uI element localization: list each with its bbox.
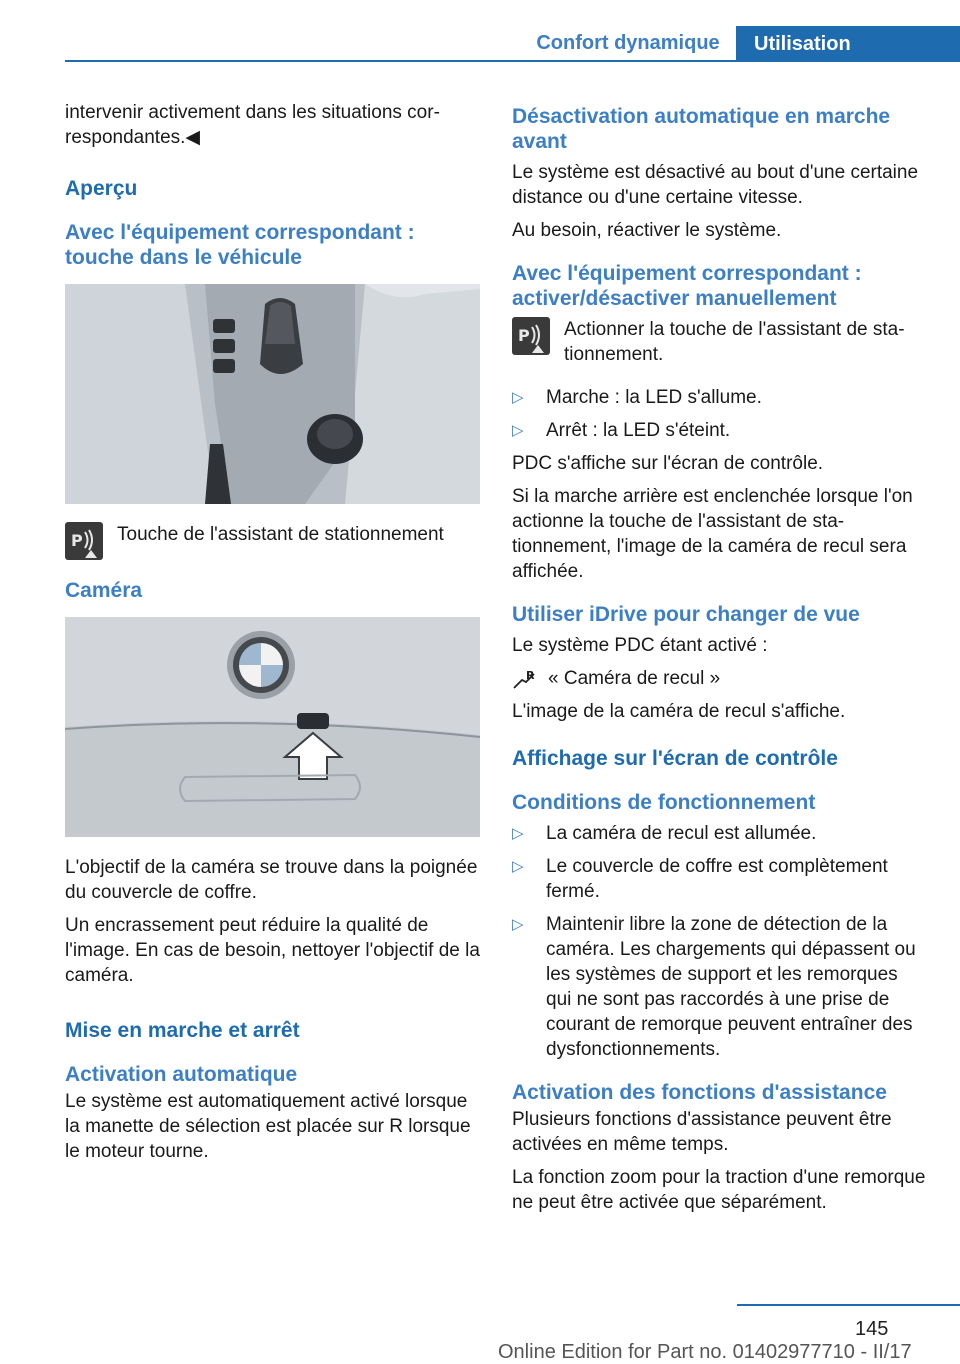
camera-photo <box>65 617 480 837</box>
right-column <box>512 100 927 1223</box>
svg-text:R: R <box>526 668 535 682</box>
heading-idrive: Utiliser iDrive pour changer de vue <box>512 603 860 626</box>
assistance-text-1: Plusieurs fonctions d'assistance peuvent être activées en même temps. <box>512 1109 892 1155</box>
triangle-bullet-icon: ▷ <box>512 389 524 406</box>
svg-text:P: P <box>71 531 83 550</box>
footer-rule <box>737 1304 960 1306</box>
triangle-bullet-icon: ▷ <box>512 916 524 933</box>
heading-camera: Caméra <box>65 579 143 602</box>
triangle-bullet-icon: ▷ <box>512 858 524 875</box>
encrassement-text: Un encrassement peut réduire la qualité de l'image. En cas de besoin, nettoyer l'objectif de la caméra. <box>65 915 480 986</box>
button-caption: Touche de l'assistant de stationnement <box>117 524 444 545</box>
page-number: 145 <box>855 1318 889 1340</box>
desactivation-text-2: Au besoin, réactiver le système. <box>512 220 782 241</box>
parking-assist-button-icon <box>512 317 550 355</box>
triangle-bullet-icon: ▷ <box>512 422 524 439</box>
heading-mise-en-marche: Mise en marche et arrêt <box>65 1019 300 1042</box>
edition-footer: Online Edition for Part no. 01402977710 - II/17 <box>498 1341 912 1363</box>
camera-option-label: « Caméra de recul » <box>548 668 721 689</box>
list-item: ▷ La caméra de recul est allumée. <box>512 823 817 844</box>
parking-assist-button-icon <box>65 522 103 560</box>
list-item: ▷ Arrêt : la LED s'éteint. <box>512 420 731 441</box>
heading-desactivation: Désactivation automatique en marche avant <box>512 105 891 153</box>
button-caption-row <box>65 522 480 560</box>
triangle-bullet-icon: ▷ <box>512 825 524 842</box>
assistance-text-2: La fonction zoom pour la traction d'une remorque ne peut être activée que séparément. <box>512 1167 926 1213</box>
list-item: ▷ Le couvercle de coffre est complètement fermé. <box>512 856 888 902</box>
heading-apercu: Aperçu <box>65 177 138 200</box>
svg-text:P: P <box>518 326 530 345</box>
rear-camera-icon <box>512 668 540 690</box>
activation-text: Le système est automatiquement activé lorsque la manette de sélection est placée sur R lorsque le moteur tourne. <box>65 1091 471 1162</box>
desactivation-text-1: Le système est désactivé au bout d'une certaine distance ou d'une certaine vitesse. <box>512 162 919 208</box>
header-rule <box>65 60 960 62</box>
intro-text: intervenir activement dans les situations correspondantes.◀ <box>65 102 440 148</box>
camera-option-row <box>512 666 927 691</box>
objectif-text: L'objectif de la caméra se trouve dans la poignée du couvercle de coffre. <box>65 857 478 903</box>
image-text: L'image de la caméra de recul s'affiche. <box>512 701 846 722</box>
manual-button-row <box>512 317 927 367</box>
list-item: ▷ Marche : la LED s'allume. <box>512 387 762 408</box>
left-column <box>65 100 480 1172</box>
heading-activation-auto: Activation automatique <box>65 1063 298 1086</box>
list-item: ▷ Maintenir libre la zone de détection de la caméra. Les chargements qui dépassent ou les systèmes de support et les remorques qui ne sont pas raccordés à une prise de courant de remorque peuvent entraîner des dysfonctionnements. <box>512 914 916 1060</box>
marche-arriere-text: Si la marche arrière est enclenchée lorsque l'on actionne la touche de l'assistant de stationnement, l'image de la caméra de recul sera affichée. <box>512 486 913 582</box>
console-photo <box>65 284 480 504</box>
conditions-list <box>512 821 927 1062</box>
heading-manuel: Avec l'équipement correspondant : activer/désactiver manuellement <box>512 262 862 310</box>
heading-affichage: Affichage sur l'écran de contrôle <box>512 747 838 770</box>
heading-assistance: Activation des fonctions d'assistance <box>512 1081 887 1104</box>
heading-conditions: Conditions de fonctionnement <box>512 791 816 814</box>
manual-button-text: Actionner la touche de l'assistant de stationnement. <box>564 319 905 365</box>
pdc-text: PDC s'affiche sur l'écran de contrôle. <box>512 453 824 474</box>
tab-utilisation[interactable]: Utilisation <box>736 26 960 62</box>
led-list <box>512 385 927 443</box>
idrive-text: Le système PDC étant activé : <box>512 635 768 656</box>
tab-confort-dynamique[interactable]: Confort dynamique <box>536 31 720 54</box>
heading-equipement-touche: Avec l'équipement correspondant : touche dans le véhicule <box>65 221 415 269</box>
